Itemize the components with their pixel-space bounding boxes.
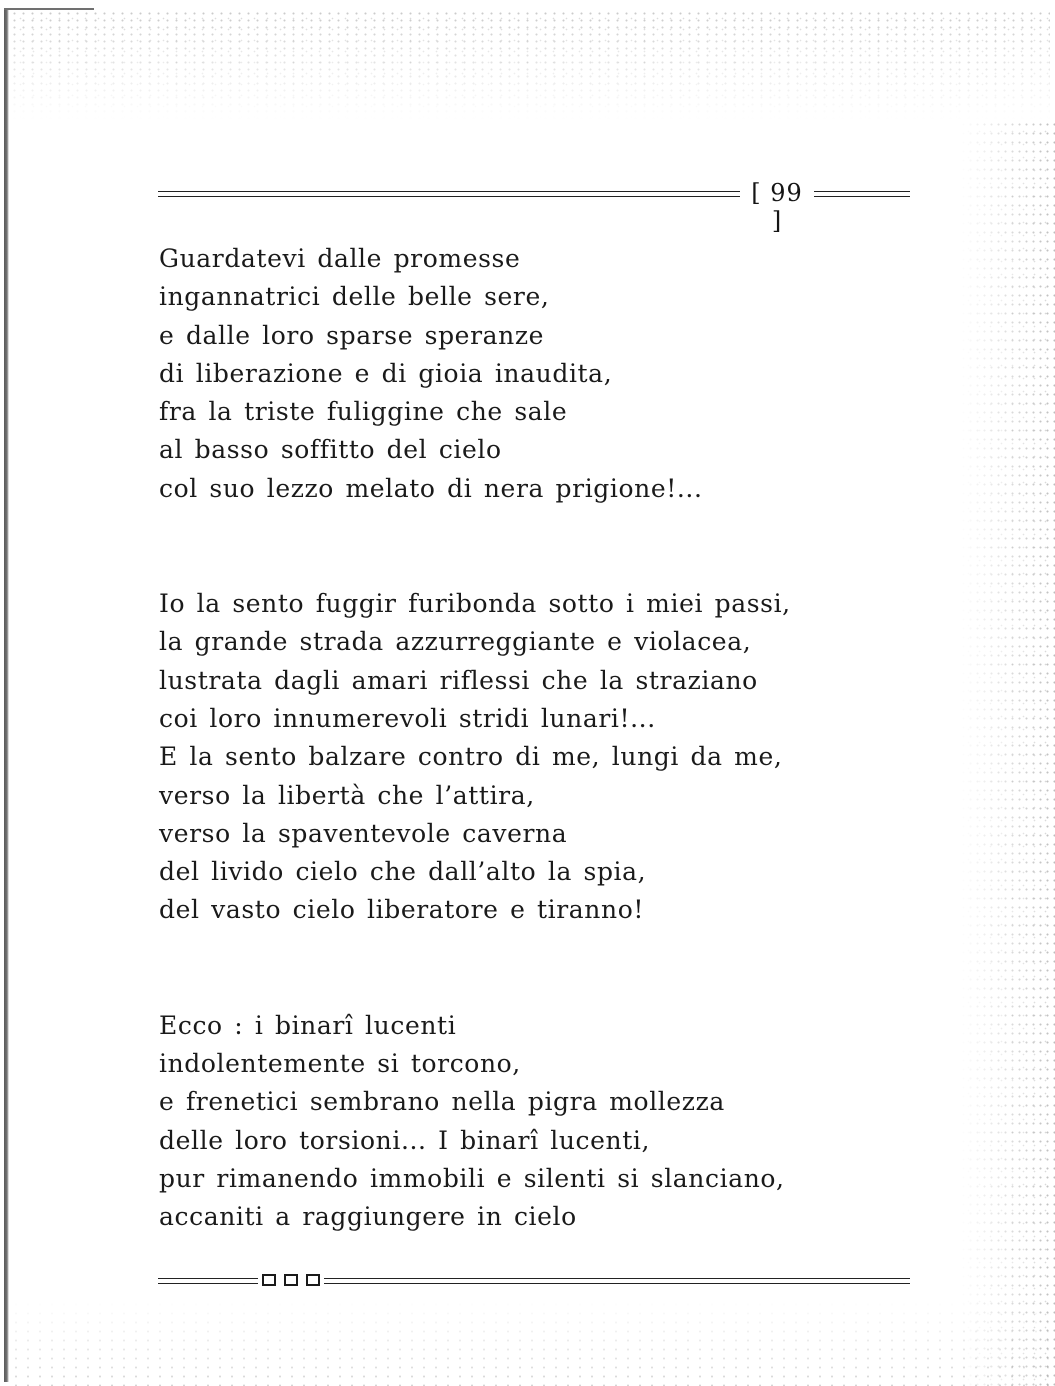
ornament-square-icon bbox=[306, 1274, 320, 1286]
verse-line: indolentemente si torcono, bbox=[159, 1049, 521, 1079]
ornament-square-icon bbox=[262, 1274, 276, 1286]
verse-line: e frenetici sembrano nella pigra mollezza bbox=[159, 1087, 725, 1117]
scan-noise-right bbox=[960, 120, 1055, 1386]
stanza-1 bbox=[159, 240, 879, 508]
verse-line: di liberazione e di gioia inaudita, bbox=[159, 358, 613, 388]
header-rule-left bbox=[158, 191, 740, 197]
footer-ornament bbox=[262, 1274, 320, 1288]
stanza-3 bbox=[159, 1007, 879, 1237]
scan-edge-left bbox=[4, 10, 9, 1382]
verse-line: col suo lezzo melato di nera prigione!... bbox=[159, 473, 703, 503]
verse-line: Guardatevi dalle promesse bbox=[159, 244, 521, 273]
verse-line: E la sento balzare contro di me, lungi da me, bbox=[159, 742, 783, 772]
page-footer bbox=[158, 1273, 910, 1293]
verse-line: coi loro innumerevoli stridi lunari!... bbox=[159, 703, 656, 733]
verse-line: delle loro torsioni... I binarî lucenti, bbox=[159, 1125, 651, 1155]
stanza-2 bbox=[159, 585, 879, 930]
verse-line: la grande strada azzurreggiante e violacea, bbox=[159, 627, 752, 657]
verse-line: fra la triste fuliggine che sale bbox=[159, 397, 568, 427]
scan-noise-top bbox=[10, 10, 1050, 120]
verse-line: verso la spaventevole caverna bbox=[159, 818, 568, 848]
verse-line: accaniti a raggiungere in cielo bbox=[159, 1202, 577, 1232]
page-header bbox=[158, 179, 910, 235]
verse-line: Ecco : i binarî lucenti bbox=[159, 1010, 457, 1040]
ornament-square-icon bbox=[284, 1274, 298, 1286]
scan-edge-top bbox=[4, 8, 94, 10]
verse-line: ingannatrici delle belle sere, bbox=[159, 282, 550, 312]
poem-body bbox=[159, 240, 879, 1237]
verse-line: verso la libertà che l’attira, bbox=[159, 780, 535, 810]
verse-line: del vasto cielo liberatore e tiranno! bbox=[159, 895, 645, 925]
header-rule-right bbox=[814, 191, 910, 197]
verse-line: lustrata dagli amari riflessi che la straziano bbox=[159, 665, 758, 695]
verse-line: del livido cielo che dall’alto la spia, bbox=[159, 857, 647, 887]
footer-rule-right bbox=[324, 1278, 910, 1284]
scan-noise-bottom bbox=[10, 1300, 1050, 1386]
verse-line: pur rimanendo immobili e silenti si slanciano, bbox=[159, 1163, 785, 1193]
page-number: [ 99 ] bbox=[751, 179, 803, 235]
footer-rule-left bbox=[158, 1278, 258, 1284]
verse-line: Io la sento fuggir furibonda sotto i miei passi, bbox=[159, 589, 791, 619]
verse-line: e dalle loro sparse speranze bbox=[159, 320, 544, 350]
verse-line: al basso soffitto del cielo bbox=[159, 435, 502, 465]
